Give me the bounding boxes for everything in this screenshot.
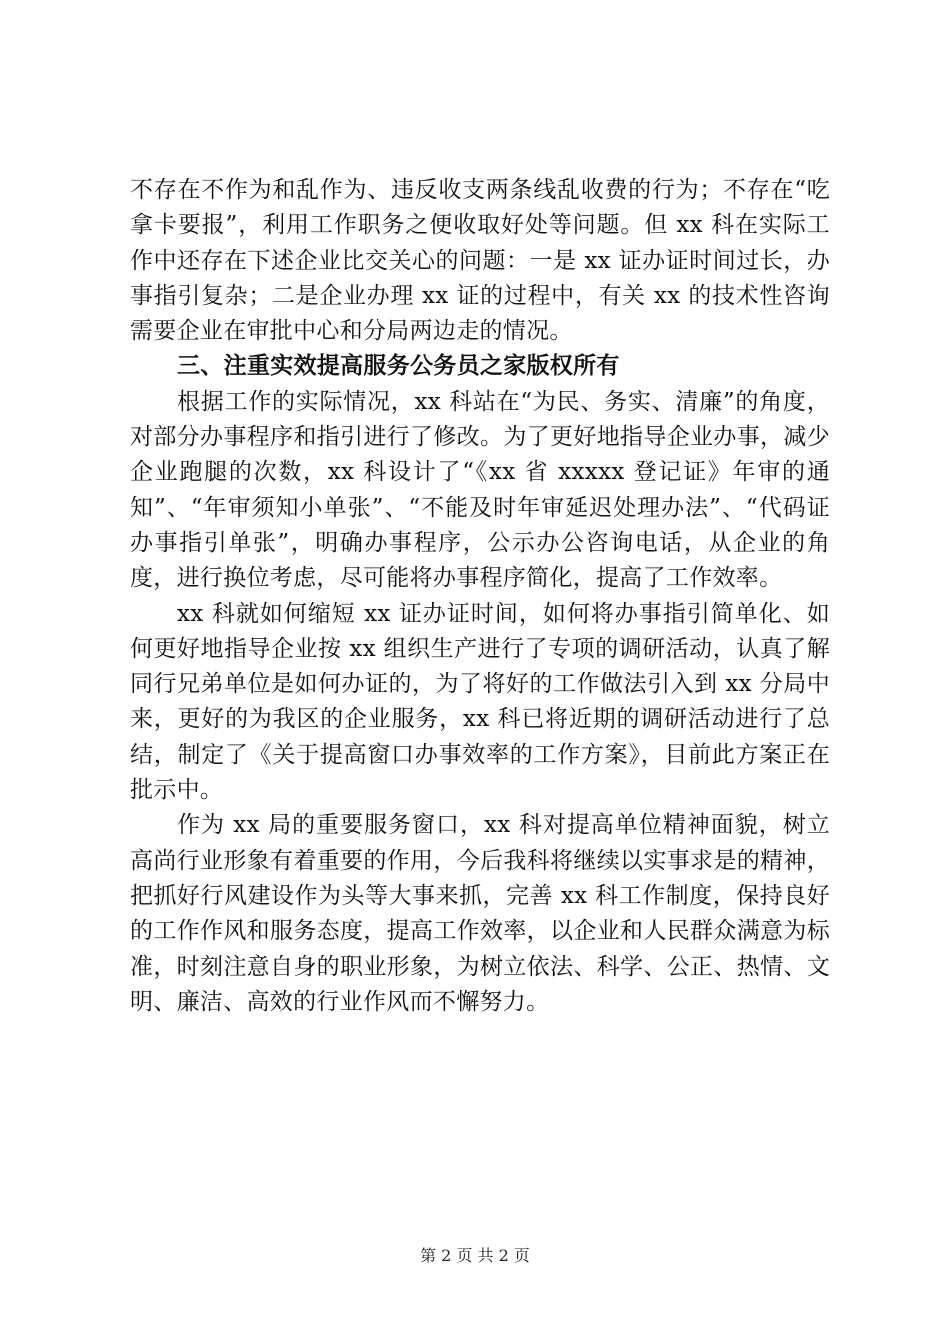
page-footer: 第 2 页 共 2 页: [420, 1246, 530, 1265]
paragraph: 作为 xx 局的重要服务窗口，xx 科对提高单位精神面貌，树立高尚行业形象有着重要的作用，今后我科将继续以实事求是的精神，把抓好行风建设作为头等大事来抓，完善 xx 科工作制度，保持良好的工作作风和服务态度，提高工作效率，以企业和人民群众满意为标准，时刻注意自身的职业形象，为树立依法、科学、公正、热情、文明、廉洁、高效的行业作风而不懈努力。: [130, 812, 830, 1015]
paragraph: xx 科就如何缩短 xx 证办证时间，如何将办事指引简单化、如何更好地指导企业按 xx 组织生产进行了专项的调研活动，认真了解同行兄弟单位是如何办证的，为了将好的工作做法引入到 xx 分局中来，更好的为我区的企业服务，xx 科已将近期的调研活动进行了总结，制定了《关于提高窗口办事效率的工作方案》，目前此方案正在批示中。: [130, 600, 830, 804]
section-heading: 三、注重实效提高服务公务员之家版权所有: [177, 353, 620, 380]
paragraph-continuation: 不存在不作为和乱作为、违反收支两条线乱收费的行为；不存在“吃拿卡要报”，利用工作职务之便收取好处等问题。但 xx 科在实际工作中还存在下述企业比交关心的问题：一是 xx 证办证时间过长，办事指引复杂；二是企业办理 xx 证的过程中，有关 xx 的技术性咨询需要企业在审批中心和分局两边走的情况。: [130, 177, 830, 345]
document-body: [130, 173, 830, 1020]
paragraph: 根据工作的实际情况，xx 科站在“为民、务实、清廉”的角度，对部分办事程序和指引进行了修改。为了更好地指导企业办事，减少企业跑腿的次数，xx 科设计了“《xx 省 xxxxx 登记证》年审的通知”、“年审须知小单张”、“不能及时年审延迟处理办法”、“代码证办事指引单张”，明确办事程序，公示办公咨询电话，从企业的角度，进行换位考虑，尽可能将办事程序简化，提高了工作效率。: [130, 388, 830, 592]
